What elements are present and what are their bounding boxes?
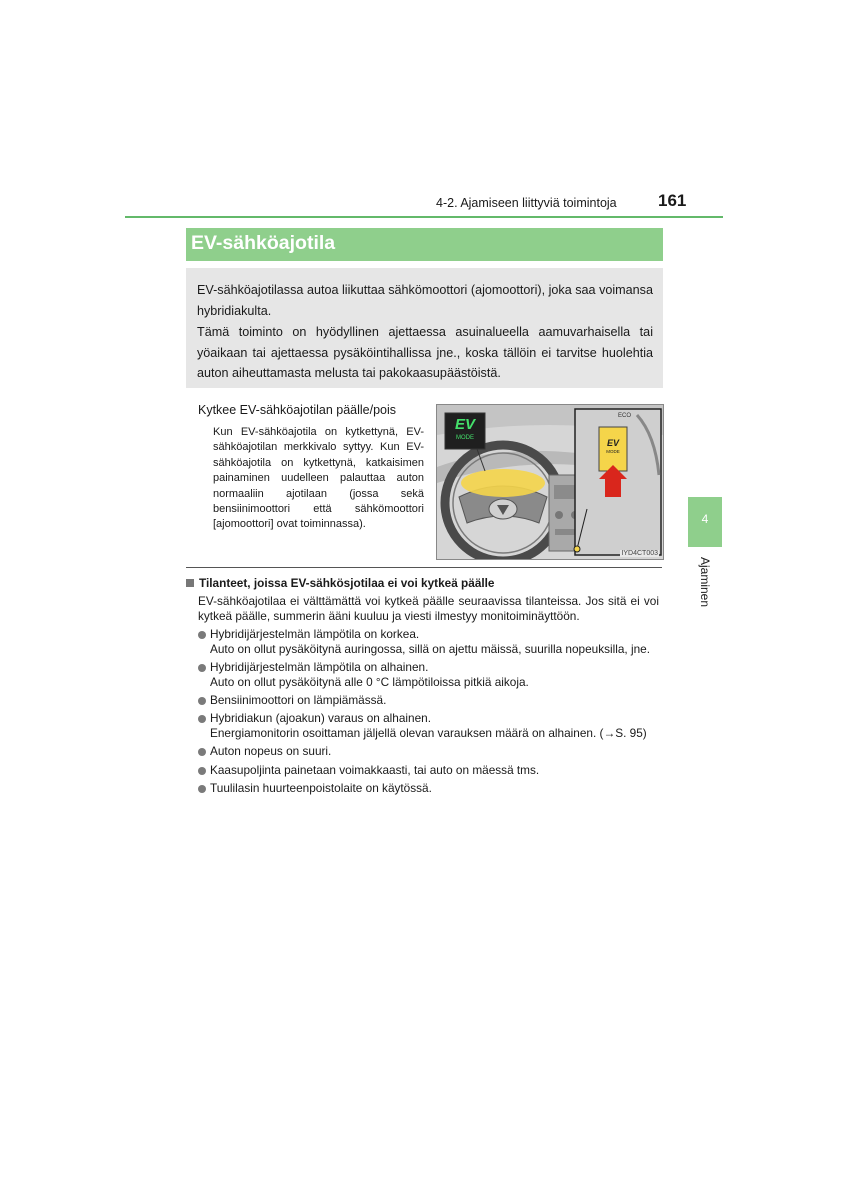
bullet-icon [198, 715, 206, 723]
ev-indicator-subtext: MODE [456, 435, 474, 441]
dashboard-illustration [436, 404, 664, 560]
bullet-icon [198, 748, 206, 756]
page-number: 161 [658, 191, 687, 210]
list-item [198, 744, 660, 759]
bullet-icon [198, 697, 206, 705]
step-title: Kytkee EV-sähköajotilan päälle/pois [198, 403, 397, 417]
ev-button-sublabel: MODE [606, 449, 620, 454]
chapter-tab-label: Ajaminen [698, 556, 712, 608]
header-rule [125, 216, 723, 218]
section-divider [186, 567, 662, 568]
eco-label: ECO [618, 413, 632, 419]
step-description: Kun EV-sähköajotila on kytkettynä, EV-sähköajotilan merkkivalo syttyy. Kun EV-sähköajotila on kytkettynä, katkaisimen painaminen uudelleen palauttaa auton normaaliin ajotilaan (jossa sekä bensiinimoottori että sähkömoottori [ajomoottori] ovat toiminnassa). [213, 426, 424, 531]
intro-paragraph-2: Tämä toiminto on hyödyllinen ajettaessa asuinalueella aamuvarhaisella tai yöaikaan tai ajettaessa pysäköintihallissa jne., koska tällöin ei tarvitse huolehtia auton aiheuttamasta melusta tai pakokaasupäästöistä. [197, 325, 653, 380]
chapter-heading: 4-2. Ajamiseen liittyviä toimintoja [436, 196, 617, 210]
intro-paragraph-1: EV-sähköajotilassa autoa liikuttaa sähkömoottori (ajomoottori), joka saa voimansa hybridiakulta. [197, 283, 653, 318]
list-item-title: Bensiinimoottori on lämpiämässä. [210, 693, 387, 707]
conditions-heading [186, 576, 495, 590]
list-item [198, 627, 660, 657]
square-bullet-icon [186, 579, 194, 587]
bullet-icon [198, 785, 206, 793]
ev-button-label: EV [606, 438, 619, 448]
list-item-title: Hybridijärjestelmän lämpötila on alhainen. [210, 660, 429, 674]
list-item [198, 711, 660, 741]
list-item-title: Hybridijärjestelmän lämpötila on korkea. [210, 627, 420, 641]
chapter-tab [688, 497, 722, 547]
list-item-title: Auton nopeus on suuri. [210, 744, 332, 758]
list-item [198, 781, 660, 796]
conditions-intro: EV-sähköajotilaa ei välttämättä voi kytkeä päälle seuraavissa tilanteissa. Jos sitä ei voi kytkeä päälle, summerin ääni kuuluu ja viesti ilmestyy monitoiminäyttöön. [198, 594, 659, 623]
list-item [198, 693, 660, 708]
chapter-tab-number: 4 [701, 512, 709, 526]
bullet-icon [198, 664, 206, 672]
conditions-heading-text: Tilanteet, joissa EV-sähkösjotilaa ei voi kytkeä päälle [199, 576, 495, 590]
section-title: EV-sähköajotila [191, 232, 336, 254]
list-item-title: Kaasupoljinta painetaan voimakkaasti, tai auto on mäessä tms. [210, 763, 540, 777]
bullet-icon [198, 767, 206, 775]
list-item-title: Hybridiakun (ajoakun) varaus on alhainen. [210, 711, 431, 725]
bullet-icon [198, 631, 206, 639]
list-item-detail: Auto on ollut pysäköitynä alle 0 °C lämpötiloissa pitkiä aikoja. [210, 675, 529, 689]
figure-code: IYD4CT003 [621, 550, 658, 557]
list-item [198, 763, 660, 778]
list-item [198, 660, 660, 690]
list-item-detail: Auto on ollut pysäköitynä auringossa, sillä on ajettu mäissä, suurilla nopeuksilla, jne. [210, 642, 651, 656]
list-item-title: Tuulilasin huurteenpoistolaite on käytössä. [210, 781, 432, 795]
list-item-detail: Energiamonitorin osoittaman jäljellä olevan varauksen määrä on alhainen. (→S. 95) [210, 726, 647, 740]
ev-indicator-text: EV [454, 416, 475, 433]
